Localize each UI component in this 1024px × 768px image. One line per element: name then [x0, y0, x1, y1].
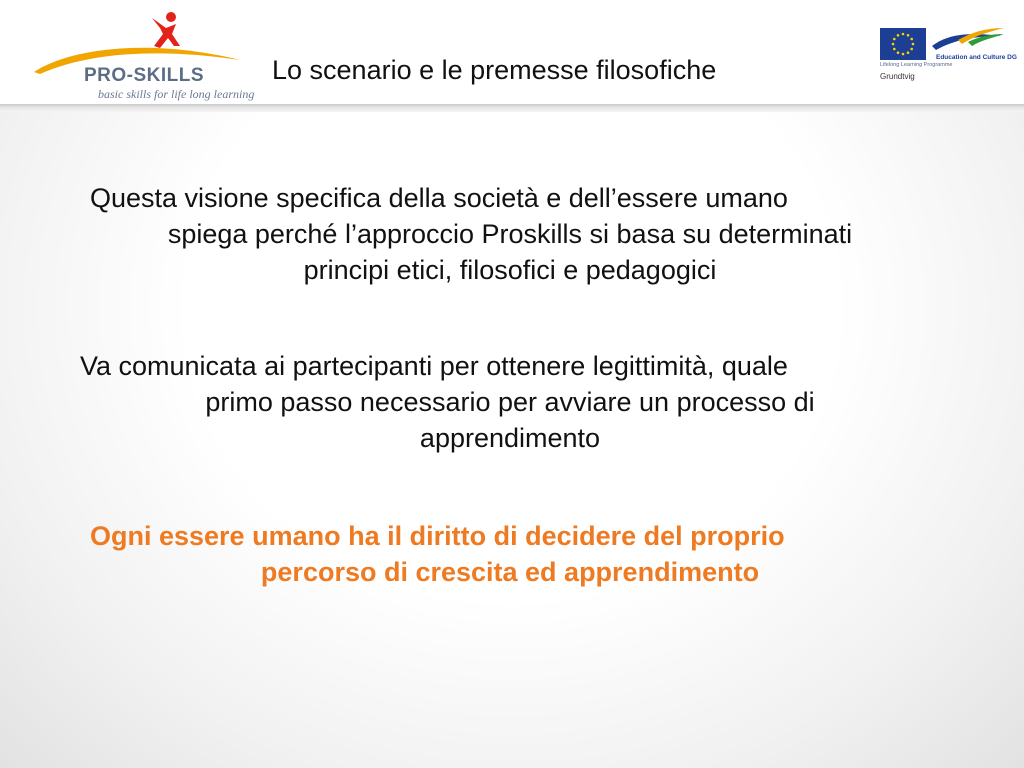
paragraph-3-line-1: Ogni essere umano ha il diritto di decidere del proprio — [90, 521, 785, 551]
dg-label: Education and Culture DG — [936, 54, 1017, 61]
paragraph-3-highlight — [80, 518, 940, 590]
lifelong-learning-swoosh-icon — [928, 26, 1006, 54]
paragraph-3-continuation: percorso di crescita ed apprendimento — [260, 557, 760, 587]
paragraph-1-continuation: spiega perché l’approccio Proskills si basa su determinati principi etici, filosofici e pedagogici — [167, 219, 853, 285]
logo-tagline: basic skills for life long learning — [98, 87, 255, 101]
pro-skills-logo — [30, 8, 255, 101]
programme-name: Grundtvig — [880, 72, 915, 81]
paragraph-1-line-1: Questa visione specifica della società e dell’essere umano — [90, 183, 788, 213]
paragraph-2-line-1: Va comunicata ai partecipanti per ottenere legittimità, quale — [80, 351, 788, 381]
slide-header — [0, 0, 1024, 108]
eu-programme-logos — [878, 26, 1017, 84]
programme-label: Lifelong Learning Programme — [880, 62, 953, 68]
page-title: Lo scenario e le premesse filosofiche — [272, 55, 717, 85]
logo-name: PRO-SKILLS — [84, 65, 205, 86]
paragraph-2-continuation: primo passo necessario per avviare un processo di apprendimento — [205, 387, 815, 453]
paragraph-2 — [80, 348, 940, 456]
eu-flag-icon — [880, 28, 926, 60]
paragraph-1 — [80, 180, 940, 288]
header-divider — [0, 104, 1024, 112]
